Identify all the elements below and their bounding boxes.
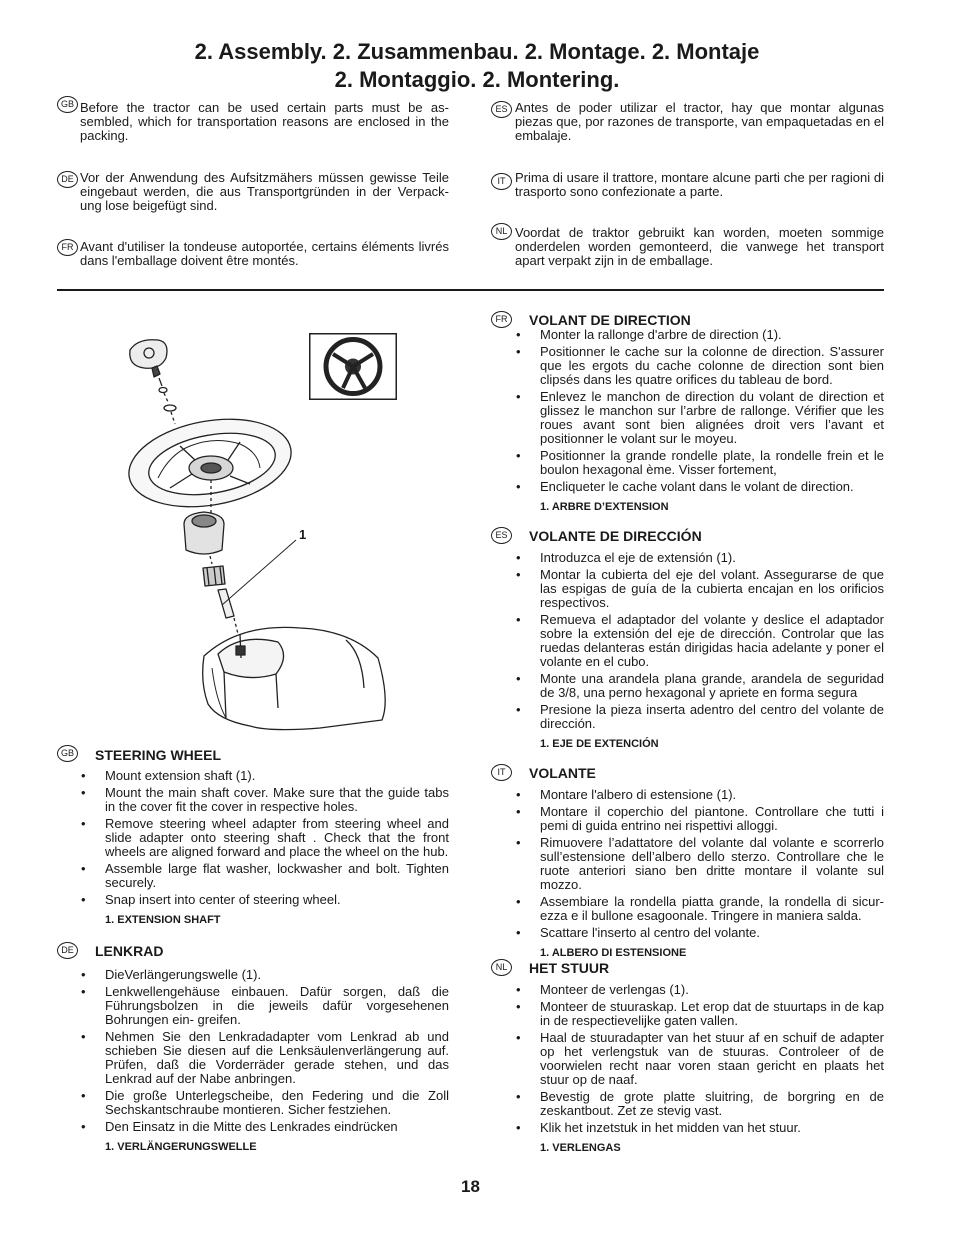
list-item: • Monteer de stuuraskap. Let erop dat de stuurtaps in de kap in de respectievelijke gaten vallen. bbox=[514, 1000, 884, 1028]
list-item: • Montare il coperchio del piantone. Controllare che tutti i pemi di guida entrino nei rispettivi alloggi. bbox=[514, 805, 884, 833]
instruction-list-es bbox=[514, 551, 884, 751]
list-item: • Assembiare la rondella piatta grande, la rondella di sicur-ezza e il bullone esagoonale. Tringere in maniera salda. bbox=[514, 895, 884, 923]
page-title-line-1: 2. Assembly. 2. Zusammenbau. 2. Montage. 2. Montaje bbox=[194, 39, 760, 64]
list-item: • Rimuovere l’adattatore del volante dal volante e scorrerlo sull’estensione dell’albero dello sterzo. Controllare che le ruote anteriori siano ben dritte montare il volante sul mozzo. bbox=[514, 836, 884, 892]
callout-label-1: 1 bbox=[299, 527, 307, 542]
language-badge-de: DE bbox=[57, 171, 78, 188]
instruction-list-gb bbox=[79, 769, 449, 927]
section-title-fr: VOLANT DE DIRECTION bbox=[529, 312, 691, 328]
list-item: • Presione la pieza inserta adentro del centro del volante de dirección. bbox=[514, 703, 884, 731]
language-badge-nl-section: NL bbox=[491, 959, 512, 976]
language-badge-it: IT bbox=[491, 173, 512, 190]
list-item: • Bevestig de grote platte sluitring, de borgring en de zeskantbout. Zet ze stevig vast. bbox=[514, 1090, 884, 1118]
section-title-nl: HET STUUR bbox=[529, 960, 610, 976]
page-title bbox=[0, 38, 954, 94]
list-item: • Montar la cubierta del eje del volant. Assegurarse de que las espigas de guía de la cubierta encajan en los orificios respectivos. bbox=[514, 568, 884, 610]
list-item: • Introduzca el eje de extensión (1). bbox=[514, 551, 884, 565]
list-item: • Remove steering wheel adapter from steering wheel and slide adapter onto steering shaft . Check that the front wheels are aligned forward and place the wheel on the hub. bbox=[79, 817, 449, 859]
language-badge-it-section: IT bbox=[491, 764, 512, 781]
list-item: • Klik het inzetstuk in het midden van het stuur. bbox=[514, 1121, 884, 1135]
instruction-list-de bbox=[79, 968, 449, 1154]
figure-caption-fr: 1. ARBRE D’EXTENSION bbox=[540, 501, 669, 513]
figure-caption-it: 1. ALBERO DI ESTENSIONE bbox=[540, 947, 687, 959]
list-item: • Remueva el adaptador del volante y deslice el adaptador sobre la extensión del eje de dirección. Controlar que las ruedas delanteras están dirigidas hacia adelante y poner el volante en el cubo. bbox=[514, 613, 884, 669]
list-item: • DieVerlängerungswelle (1). bbox=[79, 968, 449, 982]
list-item: • Snap insert into center of steering wheel. bbox=[79, 893, 449, 907]
language-badge-gb: GB bbox=[57, 96, 78, 113]
language-badge-fr: FR bbox=[57, 239, 78, 256]
intro-text-de: Vor der Anwendung des Aufsitzmähers müssen gewisse Teile eingebaut werden, die aus Transportgründen in der Verpack-ung lose beigefügt sind. bbox=[80, 170, 449, 213]
intro-text-gb: Before the tractor can be used certain parts must be as-sembled, which for transportation reasons are enclosed in the packing. bbox=[80, 100, 449, 143]
instruction-list-it bbox=[514, 788, 884, 960]
figure-caption-es: 1. EJE DE EXTENCIÓN bbox=[540, 738, 659, 750]
list-item: • Encliqueter le cache volant dans le volant de direction. bbox=[514, 480, 884, 494]
figure-caption-gb: 1. EXTENSION SHAFT bbox=[105, 914, 221, 926]
list-item: • Monter la rallonge d'arbre de direction (1). bbox=[514, 328, 884, 342]
page-number: 18 bbox=[461, 1177, 480, 1196]
section-title-de: LENKRAD bbox=[95, 943, 164, 959]
list-item: • Den Einsatz in die Mitte des Lenkrades eindrücken bbox=[79, 1120, 449, 1134]
figure-caption-de: 1. VERLÄNGERUNGSWELLE bbox=[105, 1141, 257, 1153]
list-item: • Nehmen Sie den Lenkradadapter vom Lenkrad ab und schieben Sie diesen auf die Lenksäulenverlängerung auf. Prüfen, daß die Vorderräder gerade stehen, und das Lenkrad auf der Nabe anbringen. bbox=[79, 1030, 449, 1086]
intro-text-fr: Avant d'utiliser la tondeuse autoportée, certains éléments livrés dans l'emballage doivent être montés. bbox=[80, 239, 449, 268]
section-title-it: VOLANTE bbox=[529, 765, 596, 781]
list-item: • Haal de stuuradapter van het stuur af en schuif de adapter op het verlengstuk van de stuuras. Controleer of de voorwielen recht naar voren staan gericht en plaats het stuur op de naaf. bbox=[514, 1031, 884, 1087]
intro-text-es: Antes de poder utilizar el tractor, hay que montar algunas piezas que, por razones de transporte, van empaquetadas en el embalaje. bbox=[515, 100, 884, 143]
figure-caption-nl: 1. VERLENGAS bbox=[540, 1142, 621, 1154]
language-badge-fr-section: FR bbox=[491, 311, 512, 328]
list-item: • Positionner la grande rondelle plate, la rondelle frein et le boulon hexagonal ème. Visser fortement, bbox=[514, 449, 884, 477]
list-item: • Monte una arandela plana grande, arandela de seguridad de 3/8, una perno hexagonal y apriete en forma segura bbox=[514, 672, 884, 700]
list-item: • Die große Unterlegscheibe, den Federing und die Zoll Sechskantschraube montieren. Sicher festziehen. bbox=[79, 1089, 449, 1117]
list-item: • Lenkwellengehäuse einbauen. Dafür sorgen, daß die Führungsbolzen in die jeweils dafür vorgesehenen Bohrungen ein- greifen. bbox=[79, 985, 449, 1027]
list-item: • Monteer de verlengas (1). bbox=[514, 983, 884, 997]
language-badge-gb-section: GB bbox=[57, 745, 78, 762]
language-badge-es: ES bbox=[491, 101, 512, 118]
section-title-gb: STEERING WHEEL bbox=[95, 747, 222, 763]
list-item: • Montare l'albero di estensione (1). bbox=[514, 788, 884, 802]
intro-text-nl: Voordat de traktor gebruikt kan worden, moeten sommige onderdelen worden gemonteerd, die vanwege het transport apart verpakt zijn in de emballage. bbox=[515, 225, 884, 268]
list-item: • Positionner le cache sur la colonne de direction. S'assurer que les ergots du cache colonne de direction sont bien clipsés dans les quatre orifices du tableau de bord. bbox=[514, 345, 884, 387]
steering-wheel-detail-inset bbox=[309, 333, 397, 400]
list-item: • Mount extension shaft (1). bbox=[79, 769, 449, 783]
intro-text-it: Prima di usare il trattore, montare alcune parti che per ragioni di trasporto sono confezionate a parte. bbox=[515, 170, 884, 199]
section-divider bbox=[57, 289, 884, 291]
instruction-list-fr bbox=[514, 328, 884, 514]
list-item: • Assemble large flat washer, lockwasher and bolt. Tighten securely. bbox=[79, 862, 449, 890]
list-item: • Mount the main shaft cover. Make sure that the guide tabs in the cover fit the cover in respective holes. bbox=[79, 786, 449, 814]
section-title-es: VOLANTE DE DIRECCIÓN bbox=[529, 528, 702, 544]
language-badge-de-section: DE bbox=[57, 942, 78, 959]
list-item: • Enlevez le manchon de direction du volant de direction et glissez le manchon sur l’arbre de rallonge. Vérifier que les roues avant sont bien alignées droit vers l’avant et positionner le volant sur le moyeu. bbox=[514, 390, 884, 446]
list-item: • Scattare l'inserto al centro del volante. bbox=[514, 926, 884, 940]
page-title-line-2: 2. Montaggio. 2. Montering. bbox=[334, 67, 620, 92]
language-badge-nl: NL bbox=[491, 223, 512, 240]
instruction-list-nl bbox=[514, 983, 884, 1155]
language-badge-es-section: ES bbox=[491, 527, 512, 544]
